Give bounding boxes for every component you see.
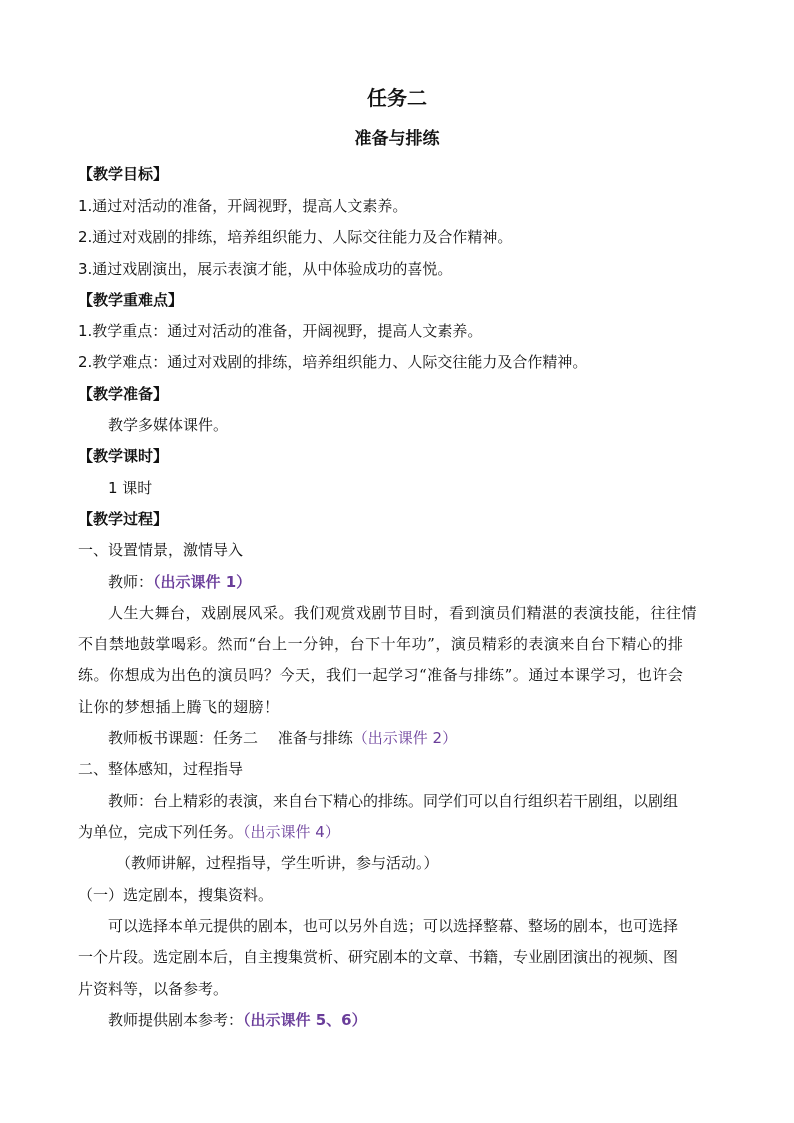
hours-text: 1 课时 bbox=[108, 479, 153, 497]
ref-line bbox=[108, 1010, 367, 1030]
hours-heading: 【教学课时】 bbox=[78, 447, 169, 465]
sub1-para-line: 一个片段。选定剧本后，自主搜集赏析、研究剧本的文章、书籍，专业剧团演出的视频、图 bbox=[78, 948, 679, 966]
courseware-ref: （出示课件 4） bbox=[243, 823, 340, 841]
sub1-heading: （一）选定剧本，搜集资料。 bbox=[78, 886, 274, 904]
step1-para-line: 不自禁地鼓掌喝彩。然而“台上一分钟，台下十年功”，演员精彩的表演来自台下精心的排 bbox=[78, 635, 684, 653]
page-subtitle: 准备与排练 bbox=[354, 129, 440, 149]
prep-heading: 【教学准备】 bbox=[78, 385, 169, 403]
teacher-label: 教师： bbox=[108, 573, 154, 591]
goals-heading: 【教学目标】 bbox=[78, 165, 169, 183]
step1-teacher-line bbox=[108, 572, 251, 592]
step2-heading: 二、整体感知，过程指导 bbox=[78, 760, 244, 778]
step2-text: 为单位，完成下列任务。 bbox=[78, 823, 244, 841]
step1-para-line: 人生大舞台，戏剧展风采。我们观赏戏剧节目时，看到演员们精湛的表演技能，往往情 bbox=[108, 604, 698, 622]
step2-para-line bbox=[78, 822, 340, 842]
page-title: 任务二 bbox=[367, 86, 427, 110]
courseware-ref: （出示课件 5、6） bbox=[243, 1011, 367, 1029]
courseware-ref: （出示课件 1） bbox=[153, 573, 252, 591]
prep-text: 教学多媒体课件。 bbox=[108, 416, 229, 434]
goal-item: 1.通过对活动的准备，开阔视野，提高人文素养。 bbox=[78, 197, 408, 215]
step2-note: （教师讲解，过程指导，学生听讲，参与活动。） bbox=[116, 854, 439, 872]
keypoints-heading: 【教学重难点】 bbox=[78, 291, 184, 309]
step1-para-line: 让你的梦想插上腾飞的翅膀！ bbox=[78, 698, 280, 716]
sub1-para-line: 片资料等，以备参考。 bbox=[78, 980, 229, 998]
courseware-ref: （出示课件 2） bbox=[352, 729, 458, 747]
goal-item: 2.通过对戏剧的排练，培养组织能力、人际交往能力及合作精神。 bbox=[78, 228, 513, 246]
step1-para-line: 练。你想成为出色的演员吗？今天，我们一起学习“准备与排练”。通过本课学习，也许会 bbox=[78, 666, 684, 684]
sub1-para-line: 可以选择本单元提供的剧本，也可以另外自选；可以选择整幕、整场的剧本，也可选择 bbox=[108, 917, 679, 935]
board-text: 教师板书课题：任务二 准备与排练 bbox=[108, 729, 353, 747]
board-line bbox=[108, 728, 457, 748]
step2-para-line: 教师：台上精彩的表演，来自台下精心的排练。同学们可以自行组织若干剧组，以剧组 bbox=[108, 792, 679, 810]
step1-heading: 一、设置情景，激情导入 bbox=[78, 541, 244, 559]
keypoint-item: 1.教学重点：通过对活动的准备，开阔视野，提高人文素养。 bbox=[78, 322, 483, 340]
goal-item: 3.通过戏剧演出，展示表演才能，从中体验成功的喜悦。 bbox=[78, 260, 453, 278]
keypoint-item: 2.教学难点：通过对戏剧的排练，培养组织能力、人际交往能力及合作精神。 bbox=[78, 353, 588, 371]
ref-text: 教师提供剧本参考： bbox=[108, 1011, 244, 1029]
process-heading: 【教学过程】 bbox=[78, 510, 169, 528]
